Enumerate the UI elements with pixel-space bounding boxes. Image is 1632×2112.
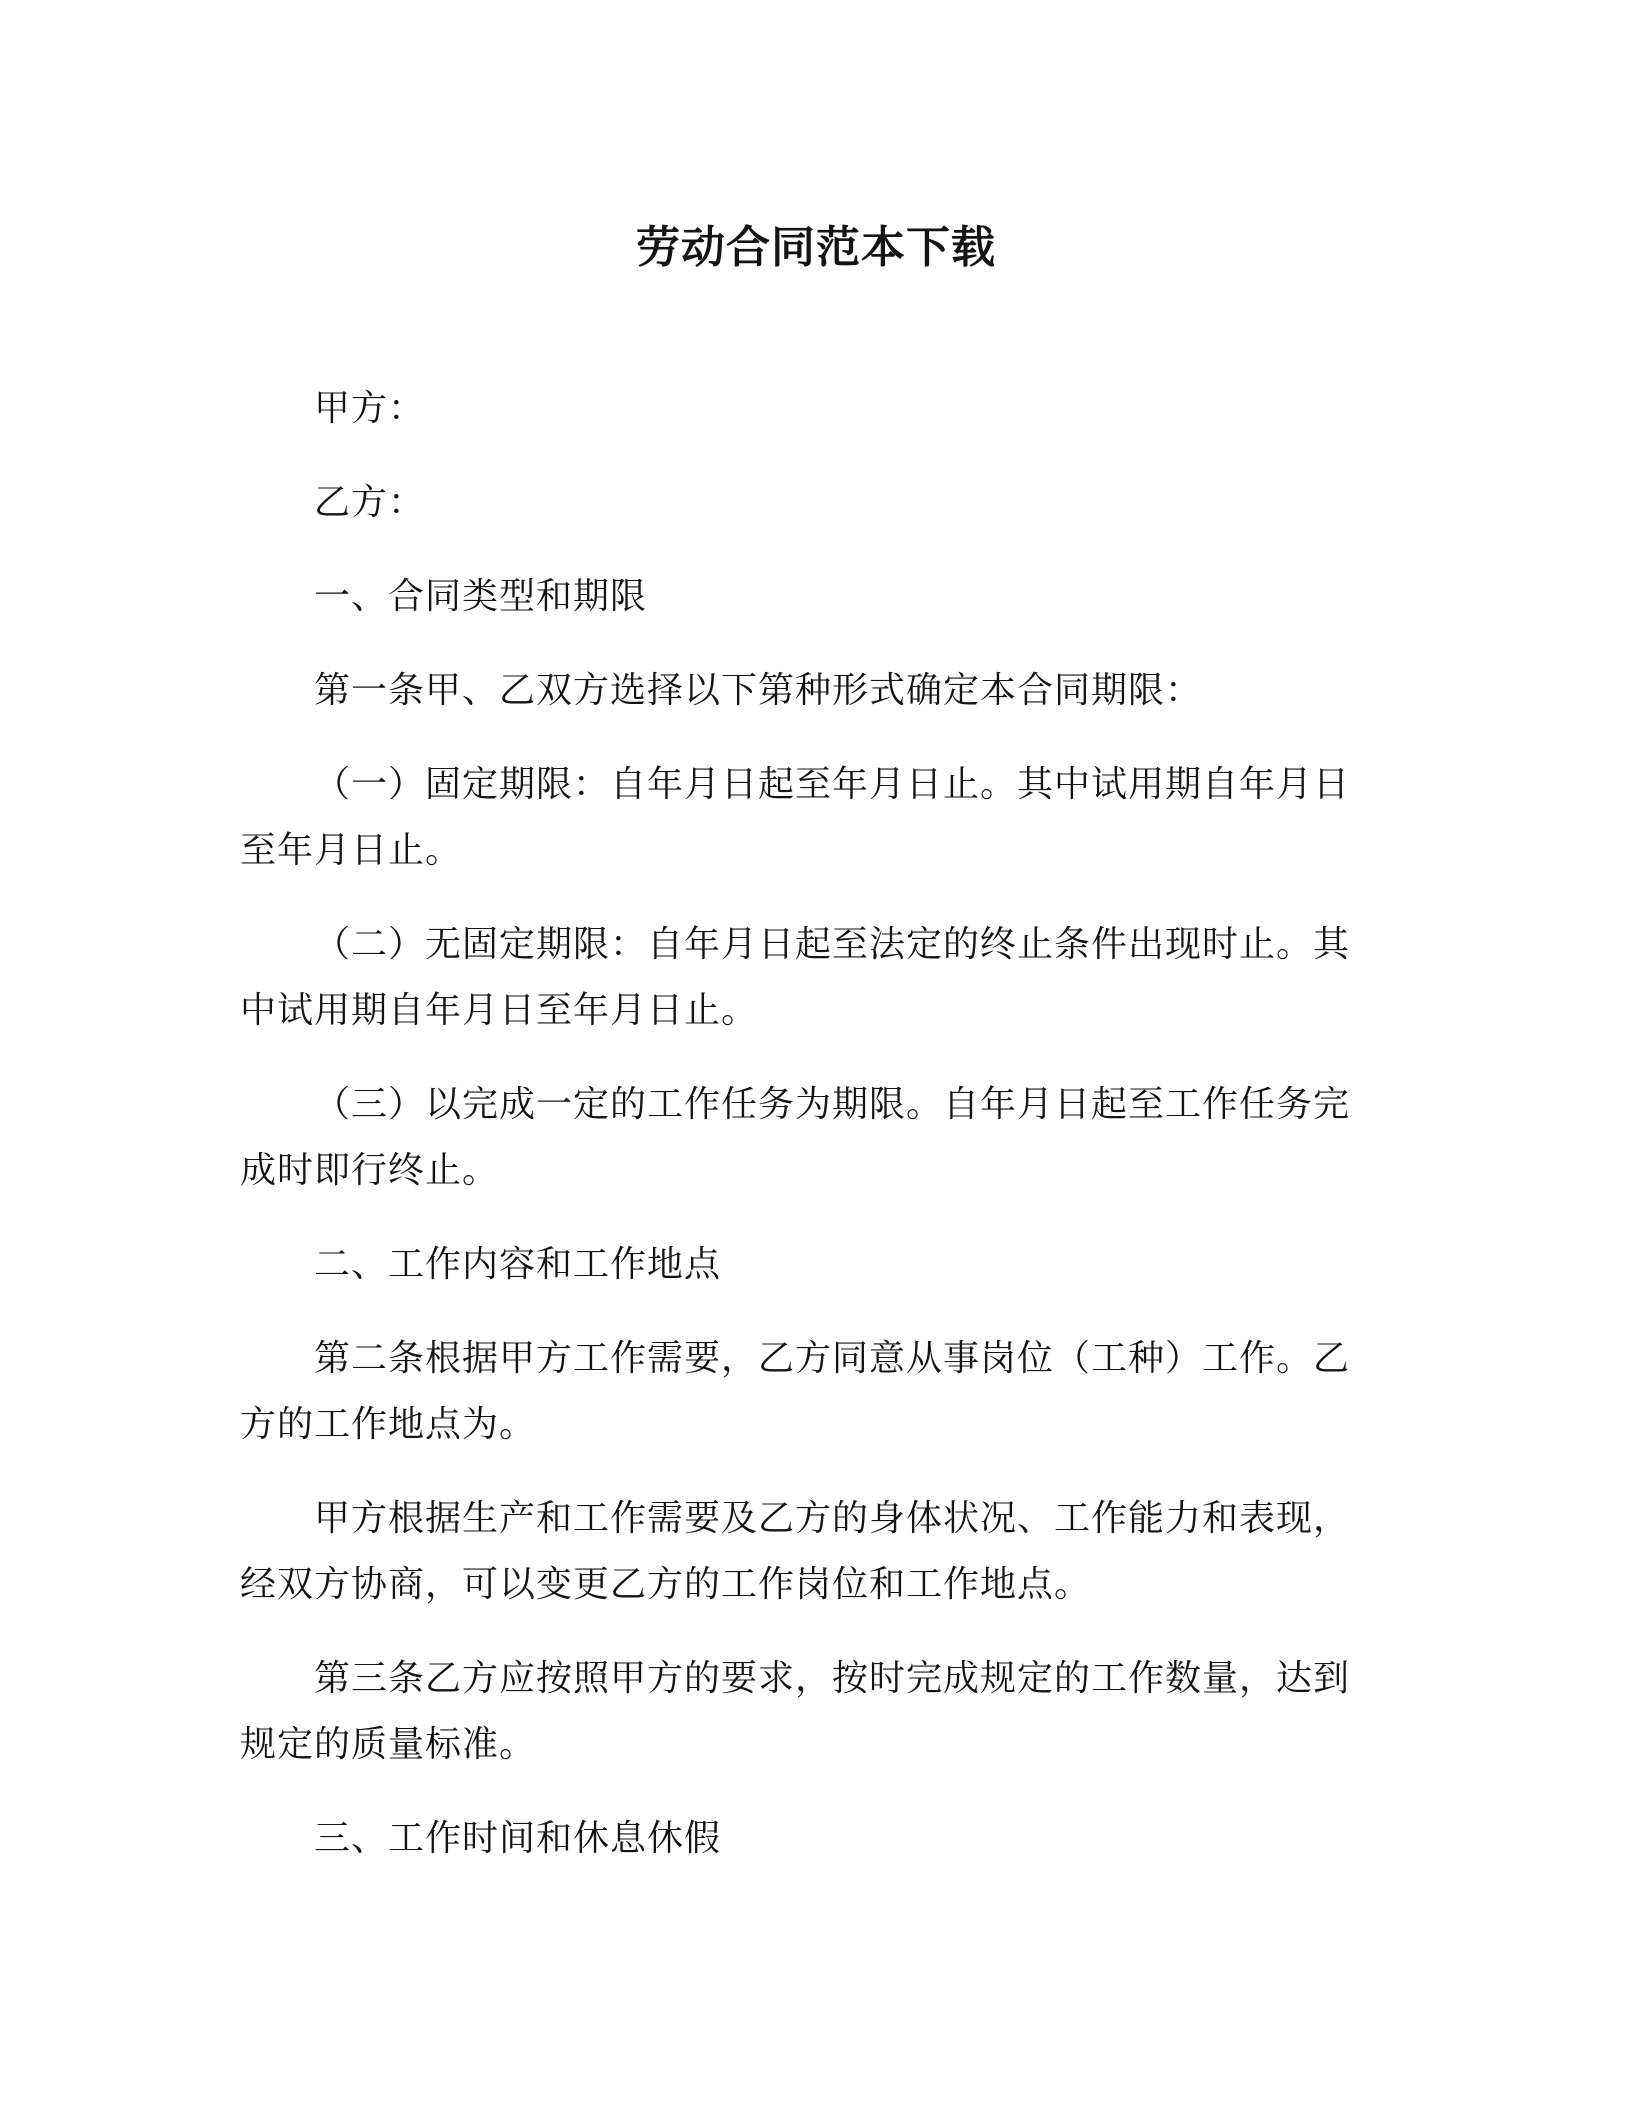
party-b-label: 乙方：	[314, 482, 426, 523]
party-a-label: 甲方：	[314, 388, 426, 429]
work-change-paragraph: 甲方根据生产和工作需要及乙方的身体状况、工作能力和表现，经双方协商，可以变更乙方的工作岗位和工作地点。	[240, 1498, 1351, 1605]
clause-task-term: （三）以完成一定的工作任务为期限。自年月日起至工作任务完成时即行终止。	[240, 1084, 1351, 1191]
article-3-paragraph: 第三条乙方应按照甲方的要求，按时完成规定的工作数量，达到规定的质量标准。	[240, 1658, 1351, 1765]
article-2-paragraph: 第二条根据甲方工作需要，乙方同意从事岗位（工种）工作。乙方的工作地点为。	[240, 1338, 1351, 1445]
section-heading-working-hours: 三、工作时间和休息休假	[314, 1818, 722, 1859]
clause-fixed-term: （一）固定期限：自年月日起至年月日止。其中试用期自年月日至年月日止。	[240, 764, 1351, 871]
article-1-paragraph: 第一条甲、乙双方选择以下第种形式确定本合同期限：	[314, 670, 1203, 711]
clause-open-term: （二）无固定期限：自年月日起至法定的终止条件出现时止。其中试用期自年月日至年月日止。	[240, 924, 1351, 1031]
section-heading-contract-type: 一、合同类型和期限	[314, 576, 648, 617]
document-title: 劳动合同范本下载	[636, 222, 996, 273]
section-heading-work-content: 二、工作内容和工作地点	[314, 1244, 722, 1285]
